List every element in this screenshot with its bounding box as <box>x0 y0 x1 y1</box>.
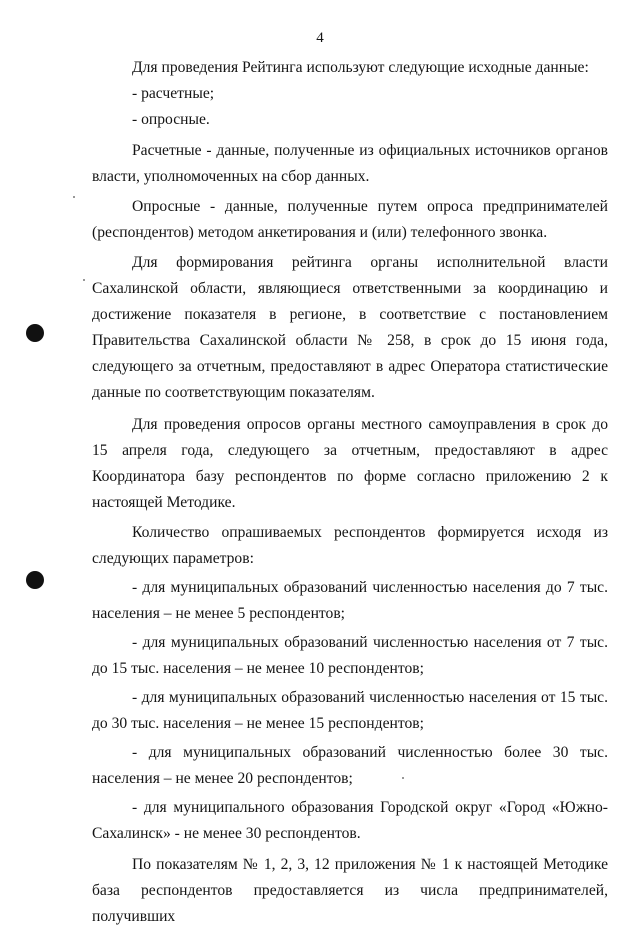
scan-speck <box>83 279 85 281</box>
paragraph-calculated-definition: Расчетные - данные, полученные из официальных источников органов власти, уполномоченных на сбор данных. <box>92 142 608 185</box>
list-item-7k-15k: - для муниципальных образований численностью населения от 7 тыс. до 15 тыс. населения – не менее 10 респондентов; <box>92 634 608 677</box>
scan-speck <box>73 196 75 198</box>
list-item-yuzhno-sakhalinsk: - для муниципального образования Городской округ «Город «Южно-Сахалинск» - не менее 30 респондентов. <box>92 799 608 842</box>
list-item-calculated: - расчетные; <box>132 85 215 102</box>
list-item-survey: - опросные. <box>132 111 210 128</box>
list-item-15k-30k: - для муниципальных образований численностью населения от 15 тыс. до 30 тыс. населения – не менее 15 респондентов; <box>92 689 608 732</box>
paragraph-survey-deadline: Для проведения опросов органы местного самоуправления в срок до 15 апреля года, следующего за отчетным, предоставляют в адрес Координатора базу респондентов по форме согласно приложению 2 к настоящей Методике. <box>92 416 608 511</box>
paragraph-survey-definition: Опросные - данные, полученные путем опроса предпринимателей (респондентов) методом анкетирования и (или) телефонного звонка. <box>92 198 608 241</box>
punch-hole-top <box>26 324 44 342</box>
list-item-over-30k: - для муниципальных образований численностью более 30 тыс. населения – не менее 20 респондентов; <box>92 744 608 787</box>
paragraph-respondent-count: Количество опрашиваемых респондентов формируется исходя из следующих параметров: <box>92 524 608 567</box>
page-number: 4 <box>316 30 324 46</box>
document-body <box>92 55 608 930</box>
list-item-under-7k: - для муниципальных образований численностью населения до 7 тыс. населения – не менее 5 респондентов; <box>92 579 608 622</box>
paragraph-indicators-base: По показателям № 1, 2, 3, 12 приложения № 1 к настоящей Методике база респондентов предоставляется из числа предпринимателей, получивших <box>92 856 608 925</box>
punch-hole-bottom <box>26 571 44 589</box>
paragraph-intro: Для проведения Рейтинга используют следующие исходные данные: <box>132 59 589 76</box>
paragraph-rating-formation: Для формирования рейтинга органы исполнительной власти Сахалинской области, являющиеся ответственными за координацию и достижение показателя в регионе, в соответствие с постановлением Правительства Сахалинской области № 258, в срок до 15 июня года, следующего за отчетным, предоставляют в адрес Оператора статистические данные по соответствующим показателям. <box>92 254 608 401</box>
